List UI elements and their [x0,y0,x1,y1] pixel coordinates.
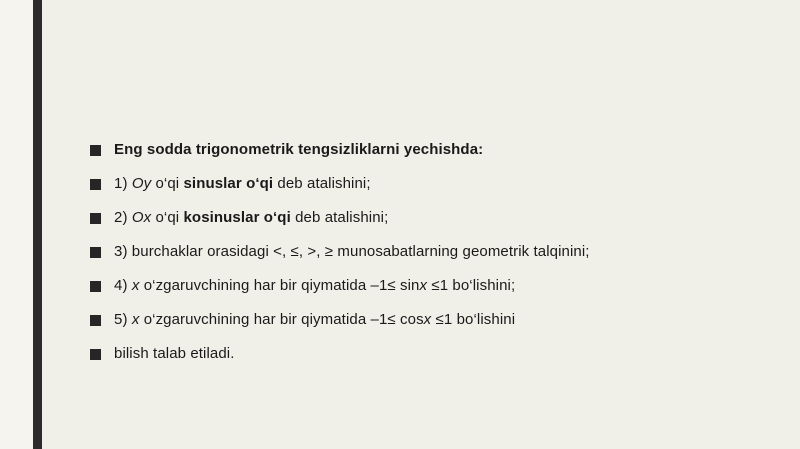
list-item-label [114,140,483,159]
square-bullet-icon [90,349,101,360]
text-run: x [419,277,428,294]
square-bullet-icon [90,213,101,224]
text-run: deb atalishini; [290,209,389,226]
text-run: Oy [131,175,152,192]
text-run: Eng sodda trigonometrik tengsizliklarni yechishda: [114,141,484,158]
square-bullet-icon [90,315,101,326]
text-run: bilish talab etiladi. [114,345,235,362]
list-item [90,174,750,193]
list-item [90,276,750,295]
text-run: x [423,311,432,328]
text-run: ≤1 bo‘lishini [431,311,516,328]
bullet-list [90,140,750,378]
list-item [90,208,750,227]
text-run: kosinuslar o‘qi [183,209,291,226]
list-item-label [114,344,235,363]
text-run: o‘qi [151,175,184,192]
square-bullet-icon [90,179,101,190]
text-run: ≤1 bo‘lishini; [427,277,516,294]
list-item-label [114,242,590,261]
accent-bar [33,0,42,449]
text-run: 1) [114,175,132,192]
text-run: o‘zgaruvchining har bir qiymatida –1≤ sin [139,277,420,294]
text-run: deb atalishini; [273,175,371,192]
square-bullet-icon [90,145,101,156]
text-run: 3) burchaklar orasidagi <, ≤, >, ≥ munosabatlarning geometrik talqinini; [114,243,590,260]
list-item-label [114,310,515,329]
list-item [90,140,750,159]
square-bullet-icon [90,247,101,258]
square-bullet-icon [90,281,101,292]
text-run: 4) [114,277,132,294]
text-run: o‘zgaruvchining har bir qiymatida –1≤ cos [139,311,424,328]
text-run: o‘qi [151,209,184,226]
text-run: x [131,277,140,294]
list-item [90,242,750,261]
list-item [90,344,750,363]
text-run: Ox [131,209,152,226]
list-item-label [114,208,388,227]
text-run: 5) [114,311,132,328]
text-run: x [131,311,140,328]
text-run: sinuslar o‘qi [183,175,274,192]
list-item [90,310,750,329]
list-item-label [114,174,371,193]
left-margin-strip [0,0,33,449]
list-item-label [114,276,515,295]
text-run: 2) [114,209,132,226]
